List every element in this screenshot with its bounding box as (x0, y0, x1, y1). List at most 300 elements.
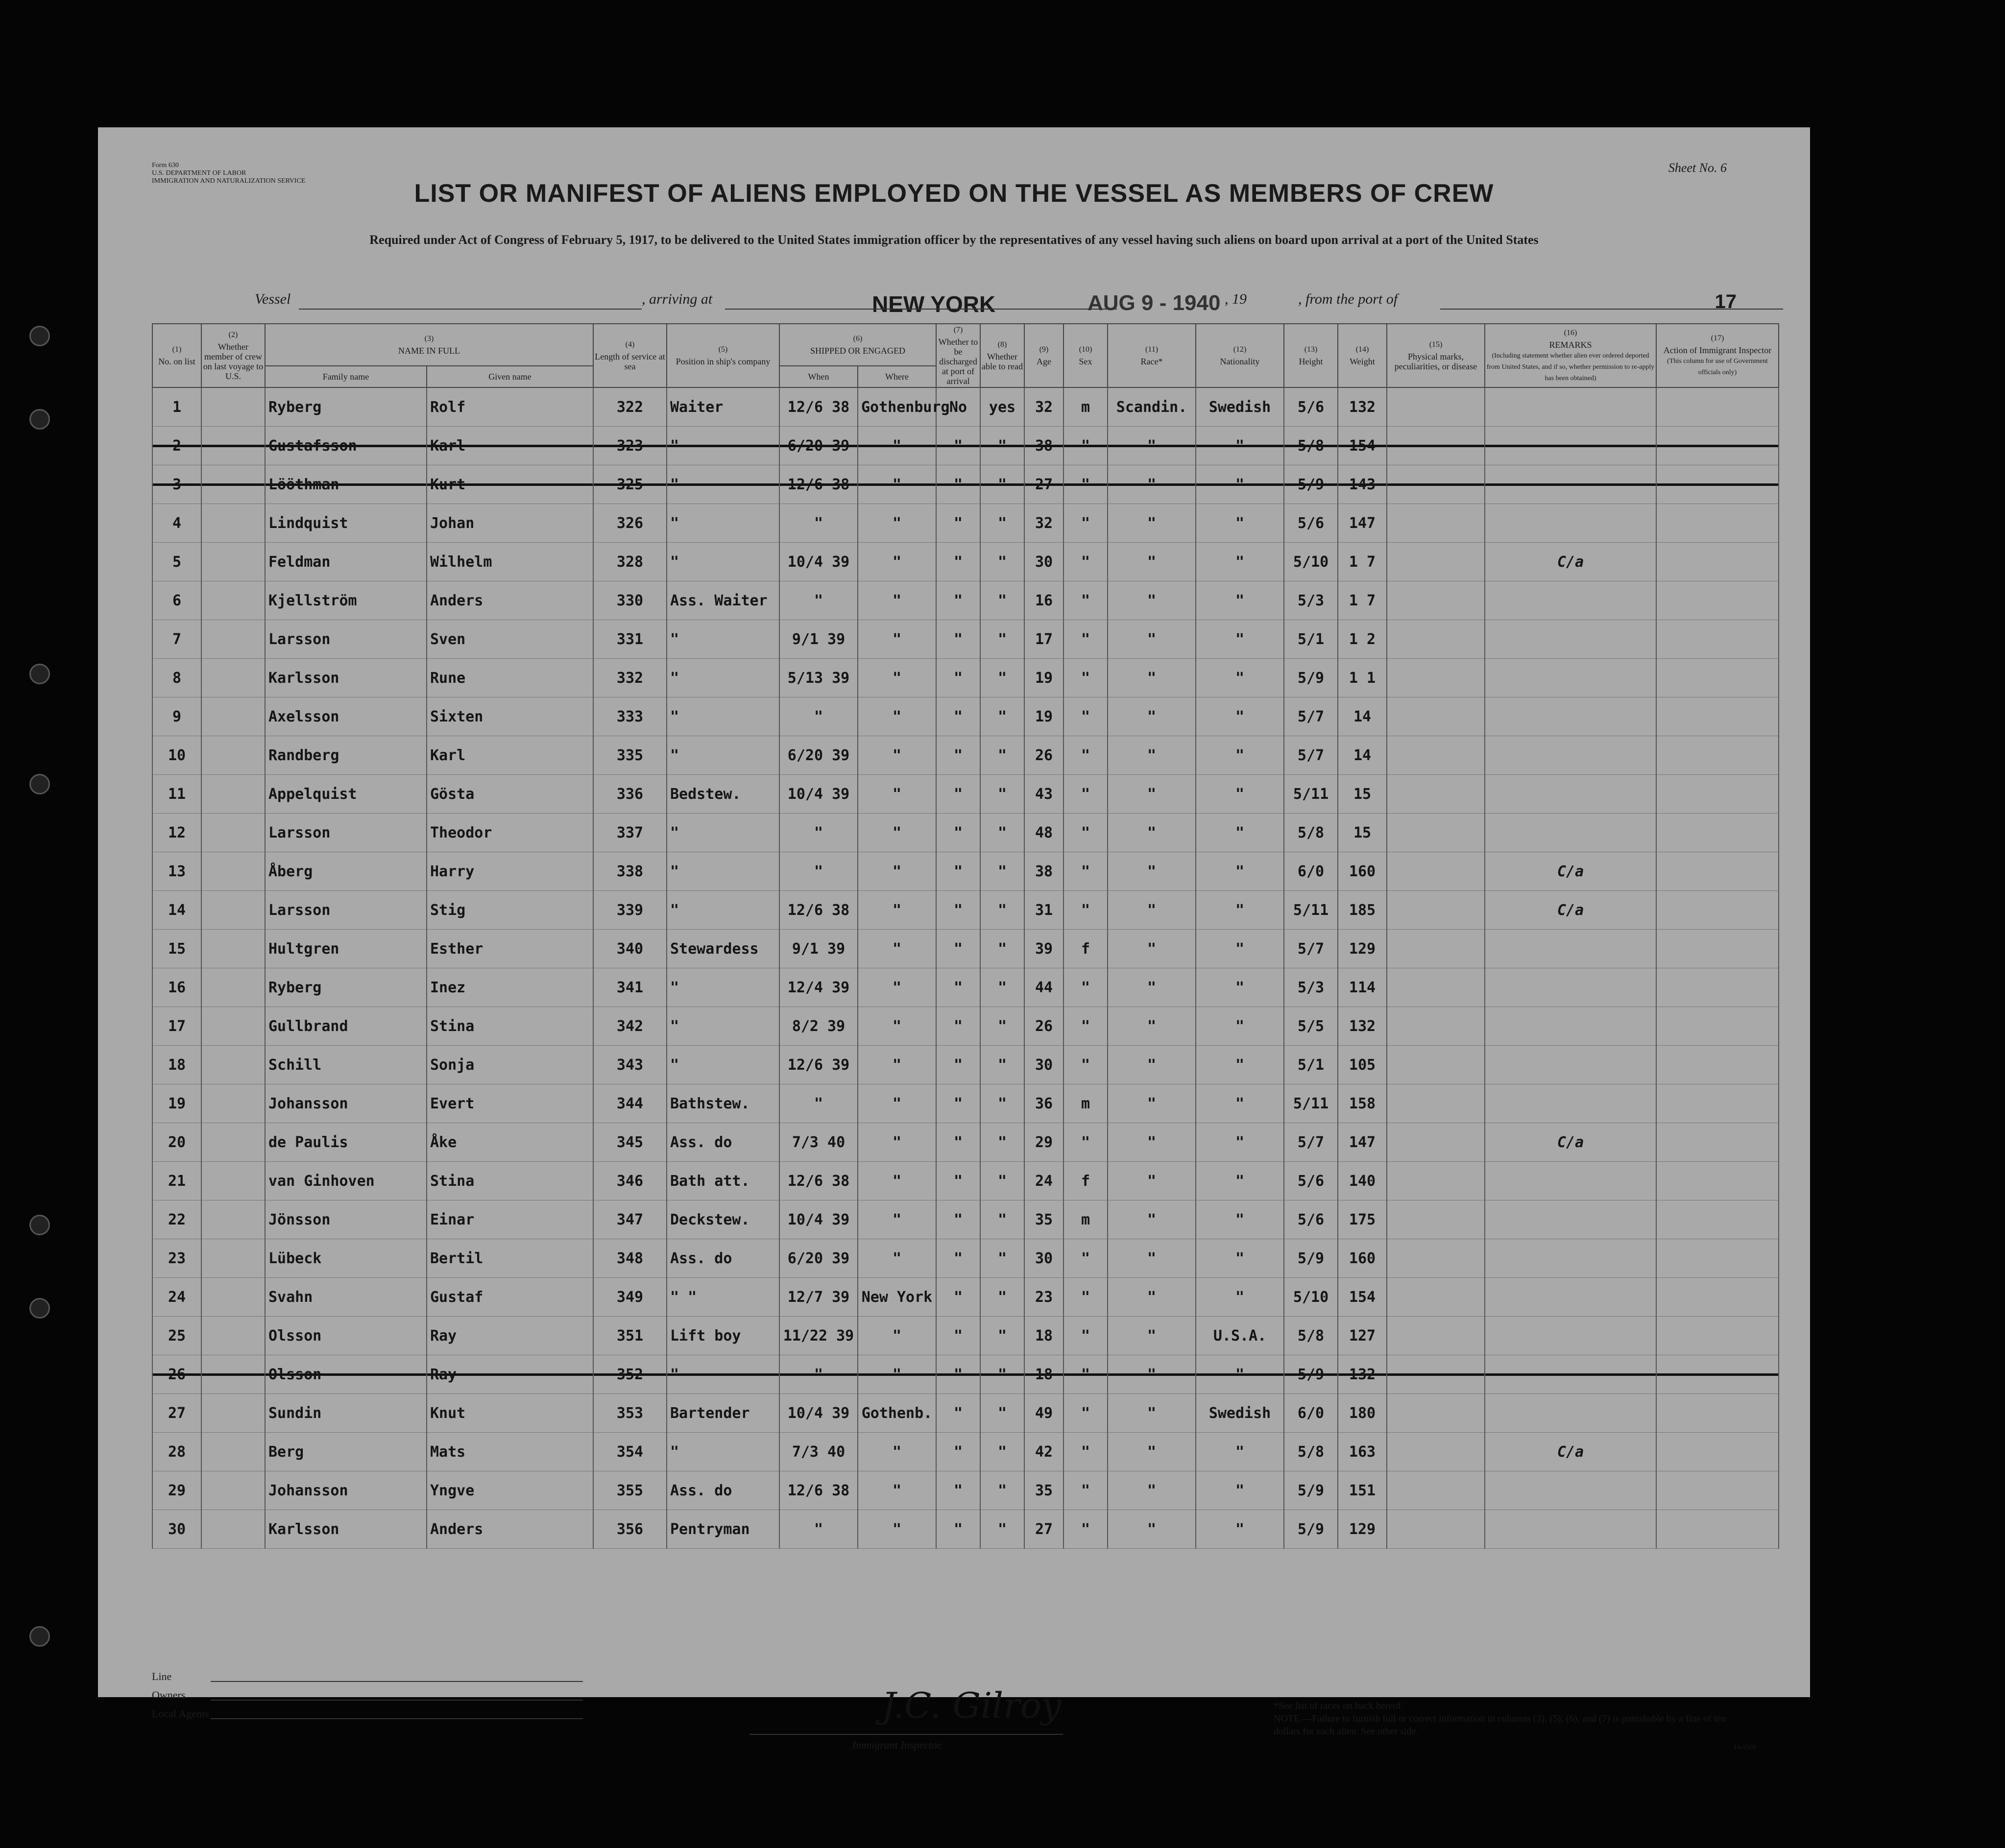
position: Bartender (667, 1394, 779, 1433)
row-number: 8 (152, 659, 201, 697)
table-row (152, 387, 1779, 427)
height: 5/11 (1284, 891, 1338, 930)
sheet-number (1668, 161, 1727, 175)
service-length: 322 (593, 387, 667, 427)
discharged: " (936, 659, 980, 697)
weight: 143 (1338, 465, 1387, 504)
last-voyage-cell (201, 968, 265, 1007)
position: Lift boy (667, 1317, 779, 1355)
weight: 163 (1338, 1433, 1387, 1471)
age: 38 (1024, 852, 1063, 891)
height: 5/9 (1284, 1239, 1338, 1278)
family-name: Karlsson (265, 1510, 427, 1549)
table-row (152, 1510, 1779, 1549)
inspector-signature: J.C. Gilroy (882, 1685, 1062, 1726)
height: 5/7 (1284, 736, 1338, 775)
discharged: " (936, 930, 980, 968)
sex: " (1063, 1123, 1108, 1162)
remarks (1485, 697, 1656, 736)
remarks (1485, 775, 1656, 814)
discharged: " (936, 1471, 980, 1510)
discharged: " (936, 1123, 980, 1162)
race: " (1108, 620, 1196, 659)
row-number: 29 (152, 1471, 201, 1510)
shipped-where: " (858, 852, 936, 891)
last-voyage-cell (201, 1162, 265, 1200)
table-row (152, 1278, 1779, 1317)
shipped-where: " (858, 1433, 936, 1471)
shipped-when: 10/4 39 (779, 1394, 858, 1433)
inspector-action-cell (1656, 968, 1779, 1007)
position: " (667, 968, 779, 1007)
service-length: 331 (593, 620, 667, 659)
physical-marks-cell (1387, 968, 1485, 1007)
weight: 15 (1338, 814, 1387, 852)
height: 5/10 (1284, 543, 1338, 581)
family-name: Svahn (265, 1278, 427, 1317)
inspector-action-cell (1656, 1084, 1779, 1123)
weight: 154 (1338, 1278, 1387, 1317)
nationality: " (1196, 504, 1284, 543)
given-name: Rolf (427, 387, 593, 427)
remarks (1485, 581, 1656, 620)
discharged: No (936, 387, 980, 427)
family-name: Johansson (265, 1084, 427, 1123)
weight: 132 (1338, 387, 1387, 427)
position: Ass. Waiter (667, 581, 779, 620)
height: 5/6 (1284, 387, 1338, 427)
col-remarks: (16) REMARKS (Including statement whether alien ever ordered deported from United States, and if so, whether permission to re-apply has been obtained) (1485, 324, 1656, 387)
inspector-action-cell (1656, 1046, 1779, 1084)
physical-marks-cell (1387, 581, 1485, 620)
able-to-read: " (980, 1278, 1024, 1317)
inspector-action-cell (1656, 1123, 1779, 1162)
department: U.S. DEPARTMENT OF LABOR (152, 169, 246, 177)
remarks: C/a (1485, 543, 1656, 581)
last-voyage-cell (201, 1510, 265, 1549)
remarks (1485, 1510, 1656, 1549)
able-to-read: " (980, 1239, 1024, 1278)
physical-marks-cell (1387, 387, 1485, 427)
col-where: Where (858, 366, 936, 387)
service-length: 323 (593, 427, 667, 465)
remarks: C/a (1485, 1433, 1656, 1471)
table-row (152, 775, 1779, 814)
manifest-sheet (98, 127, 1810, 1751)
physical-marks-cell (1387, 1510, 1485, 1549)
family-name: Gullbrand (265, 1007, 427, 1046)
height: 5/9 (1284, 1471, 1338, 1510)
shipped-where: " (858, 543, 936, 581)
table-row (152, 427, 1779, 465)
table-row (152, 1007, 1779, 1046)
weight: 127 (1338, 1317, 1387, 1355)
footer-owners-field: Owners (152, 1689, 209, 1707)
last-voyage-cell (201, 581, 265, 620)
position: " (667, 891, 779, 930)
inspector-action-cell (1656, 543, 1779, 581)
table-row (152, 930, 1779, 968)
able-to-read: " (980, 543, 1024, 581)
weight: 1 7 (1338, 581, 1387, 620)
discharged: " (936, 1317, 980, 1355)
row-number: 26 (152, 1355, 201, 1394)
shipped-when: 6/20 39 (779, 1239, 858, 1278)
race: " (1108, 968, 1196, 1007)
shipped-where: " (858, 1239, 936, 1278)
able-to-read: yes (980, 387, 1024, 427)
sex: " (1063, 968, 1108, 1007)
binder-hole (29, 774, 50, 794)
discharged: " (936, 581, 980, 620)
sex: m (1063, 1084, 1108, 1123)
remarks (1485, 659, 1656, 697)
height: 5/7 (1284, 930, 1338, 968)
position: " (667, 814, 779, 852)
row-number: 23 (152, 1239, 201, 1278)
inspector-action-cell (1656, 1200, 1779, 1239)
position: Bedstew. (667, 775, 779, 814)
row-number: 28 (152, 1433, 201, 1471)
height: 5/1 (1284, 620, 1338, 659)
shipped-where: New York (858, 1278, 936, 1317)
height: 5/3 (1284, 581, 1338, 620)
family-name: Lübeck (265, 1239, 427, 1278)
shipped-when: " (779, 852, 858, 891)
row-number: 6 (152, 581, 201, 620)
shipped-when: 10/4 39 (779, 1200, 858, 1239)
nationality: " (1196, 814, 1284, 852)
service-length: 355 (593, 1471, 667, 1510)
position: Bath att. (667, 1162, 779, 1200)
family-name: Åberg (265, 852, 427, 891)
nationality: " (1196, 1433, 1284, 1471)
position: " (667, 427, 779, 465)
shipped-when: " (779, 504, 858, 543)
table-row (152, 697, 1779, 736)
nationality: " (1196, 1510, 1284, 1549)
height: 5/8 (1284, 1433, 1338, 1471)
header-row-1 (152, 324, 1779, 366)
given-name: Johan (427, 504, 593, 543)
remarks (1485, 1007, 1656, 1046)
able-to-read: " (980, 736, 1024, 775)
shipped-where: " (858, 930, 936, 968)
sex: " (1063, 891, 1108, 930)
inspector-action-cell (1656, 1278, 1779, 1317)
height: 6/0 (1284, 852, 1338, 891)
given-name: Wilhelm (427, 543, 593, 581)
position: Bathstew. (667, 1084, 779, 1123)
row-number: 15 (152, 930, 201, 968)
nationality: " (1196, 1355, 1284, 1394)
physical-marks-cell (1387, 543, 1485, 581)
position: " (667, 504, 779, 543)
family-name: Appelquist (265, 775, 427, 814)
family-name: Feldman (265, 543, 427, 581)
given-name: Stina (427, 1007, 593, 1046)
age: 18 (1024, 1317, 1063, 1355)
physical-marks-cell (1387, 891, 1485, 930)
last-voyage-cell (201, 543, 265, 581)
discharged: " (936, 1278, 980, 1317)
given-name: Gösta (427, 775, 593, 814)
height: 5/9 (1284, 465, 1338, 504)
table-row (152, 852, 1779, 891)
vessel-label: Vessel (255, 291, 291, 307)
shipped-where: " (858, 465, 936, 504)
discharged: " (936, 465, 980, 504)
race: Scandin. (1108, 387, 1196, 427)
given-name: Evert (427, 1084, 593, 1123)
remarks (1485, 814, 1656, 852)
inspector-action-cell (1656, 736, 1779, 775)
row-number: 25 (152, 1317, 201, 1355)
weight: 154 (1338, 427, 1387, 465)
race: " (1108, 427, 1196, 465)
shipped-where: " (858, 427, 936, 465)
weight: 1 1 (1338, 659, 1387, 697)
physical-marks-cell (1387, 814, 1485, 852)
family-name: Olsson (265, 1355, 427, 1394)
shipped-where: Gothenb. (858, 1394, 936, 1433)
service-length: 354 (593, 1433, 667, 1471)
remarks (1485, 427, 1656, 465)
last-voyage-cell (201, 1278, 265, 1317)
nationality: Swedish (1196, 387, 1284, 427)
discharged: " (936, 1046, 980, 1084)
height: 5/6 (1284, 1200, 1338, 1239)
family-name: de Paulis (265, 1123, 427, 1162)
physical-marks-cell (1387, 659, 1485, 697)
age: 26 (1024, 736, 1063, 775)
shipped-when: " (779, 697, 858, 736)
table-row (152, 891, 1779, 930)
given-name: Einar (427, 1200, 593, 1239)
sex: m (1063, 1200, 1108, 1239)
weight: 185 (1338, 891, 1387, 930)
col-name-in-full: (3) NAME IN FULL (265, 324, 593, 366)
able-to-read: " (980, 1317, 1024, 1355)
family-name: Larsson (265, 891, 427, 930)
position: " (667, 465, 779, 504)
nationality: U.S.A. (1196, 1317, 1284, 1355)
table-row (152, 1046, 1779, 1084)
vessel-line (255, 284, 1737, 317)
physical-marks-cell (1387, 736, 1485, 775)
family-name: Jönsson (265, 1200, 427, 1239)
given-name: Mats (427, 1433, 593, 1471)
physical-marks-cell (1387, 1200, 1485, 1239)
service-length: 346 (593, 1162, 667, 1200)
age: 32 (1024, 387, 1063, 427)
position: " (667, 1046, 779, 1084)
col-given-name: Given name (427, 366, 593, 387)
nationality: " (1196, 1162, 1284, 1200)
given-name: Bertil (427, 1239, 593, 1278)
family-name: Hultgren (265, 930, 427, 968)
inspector-action-cell (1656, 659, 1779, 697)
discharged: " (936, 543, 980, 581)
binder-hole (29, 664, 50, 684)
age: 38 (1024, 427, 1063, 465)
weight: 105 (1338, 1046, 1387, 1084)
col-position: (5) Position in ship's company (667, 324, 779, 387)
age: 48 (1024, 814, 1063, 852)
row-number: 19 (152, 1084, 201, 1123)
race: " (1108, 1239, 1196, 1278)
remarks (1485, 1317, 1656, 1355)
last-voyage-cell (201, 1433, 265, 1471)
age: 49 (1024, 1394, 1063, 1433)
weight: 132 (1338, 1355, 1387, 1394)
shipped-where: Gothenburg (858, 387, 936, 427)
given-name: Sonja (427, 1046, 593, 1084)
remarks (1485, 1394, 1656, 1433)
weight: 160 (1338, 852, 1387, 891)
sex: " (1063, 736, 1108, 775)
race: " (1108, 1355, 1196, 1394)
discharged: " (936, 427, 980, 465)
able-to-read: " (980, 1200, 1024, 1239)
last-voyage-cell (201, 1007, 265, 1046)
age: 32 (1024, 504, 1063, 543)
table-row (152, 465, 1779, 504)
age: 29 (1024, 1123, 1063, 1162)
given-name: Rune (427, 659, 593, 697)
service-length: 347 (593, 1200, 667, 1239)
row-number: 18 (152, 1046, 201, 1084)
service-length: 356 (593, 1510, 667, 1549)
nationality: " (1196, 930, 1284, 968)
able-to-read: " (980, 659, 1024, 697)
discharged: " (936, 1084, 980, 1123)
shipped-when: 12/6 38 (779, 1471, 858, 1510)
shipped-when: " (779, 1084, 858, 1123)
binder-hole (29, 326, 50, 346)
family-name: Olsson (265, 1317, 427, 1355)
shipped-where: " (858, 504, 936, 543)
discharged: " (936, 891, 980, 930)
col-family-name: Family name (265, 366, 427, 387)
col-physical-marks: (15) Physical marks, peculiarities, or disease (1387, 324, 1485, 387)
race: " (1108, 1278, 1196, 1317)
service-length: 336 (593, 775, 667, 814)
race: " (1108, 891, 1196, 930)
shipped-when: 6/20 39 (779, 736, 858, 775)
shipped-when: 12/7 39 (779, 1278, 858, 1317)
row-number: 20 (152, 1123, 201, 1162)
race: " (1108, 1200, 1196, 1239)
sex: " (1063, 465, 1108, 504)
able-to-read: " (980, 1394, 1024, 1433)
shipped-when: 12/6 38 (779, 387, 858, 427)
col-last-voyage: (2) Whether member of crew on last voyage to U.S. (201, 324, 265, 387)
position: " (667, 736, 779, 775)
shipped-when: 12/4 39 (779, 968, 858, 1007)
able-to-read: " (980, 775, 1024, 814)
inspector-action-cell (1656, 814, 1779, 852)
discharged: " (936, 736, 980, 775)
race: " (1108, 697, 1196, 736)
shipped-where: " (858, 1162, 936, 1200)
shipped-when: 10/4 39 (779, 775, 858, 814)
discharged: " (936, 1239, 980, 1278)
table-row (152, 543, 1779, 581)
given-name: Harry (427, 852, 593, 891)
race: " (1108, 1317, 1196, 1355)
table-row (152, 1200, 1779, 1239)
family-name: Lööthman (265, 465, 427, 504)
remarks (1485, 1239, 1656, 1278)
race: " (1108, 1433, 1196, 1471)
position: " (667, 659, 779, 697)
nationality: " (1196, 427, 1284, 465)
race: " (1108, 543, 1196, 581)
date-stamp: AUG 9 - 1940 (1087, 291, 1221, 315)
height: 5/9 (1284, 659, 1338, 697)
shipped-where: " (858, 1046, 936, 1084)
table-row (152, 1471, 1779, 1510)
remarks (1485, 465, 1656, 504)
service-length: 333 (593, 697, 667, 736)
service-length: 342 (593, 1007, 667, 1046)
position: Ass. do (667, 1123, 779, 1162)
discharged: " (936, 775, 980, 814)
position: " (667, 620, 779, 659)
inspector-action-cell (1656, 427, 1779, 465)
able-to-read: " (980, 1471, 1024, 1510)
family-name: Randberg (265, 736, 427, 775)
race: " (1108, 814, 1196, 852)
remarks (1485, 930, 1656, 968)
physical-marks-cell (1387, 620, 1485, 659)
remarks: C/a (1485, 1123, 1656, 1162)
inspector-action-cell (1656, 1317, 1779, 1355)
last-voyage-cell (201, 1046, 265, 1084)
table-row (152, 1162, 1779, 1200)
sex: f (1063, 930, 1108, 968)
shipped-where: " (858, 620, 936, 659)
discharged: " (936, 1355, 980, 1394)
able-to-read: " (980, 504, 1024, 543)
shipped-when: " (779, 1355, 858, 1394)
shipped-where: " (858, 775, 936, 814)
shipped-when: 8/2 39 (779, 1007, 858, 1046)
position: Stewardess (667, 930, 779, 968)
row-number: 3 (152, 465, 201, 504)
table-row (152, 504, 1779, 543)
service-length: 340 (593, 930, 667, 968)
sex: " (1063, 620, 1108, 659)
nationality: " (1196, 891, 1284, 930)
nationality: " (1196, 968, 1284, 1007)
physical-marks-cell (1387, 1162, 1485, 1200)
nationality: " (1196, 1239, 1284, 1278)
shipped-when: 9/1 39 (779, 930, 858, 968)
nationality: " (1196, 1084, 1284, 1123)
nationality: " (1196, 1046, 1284, 1084)
able-to-read: " (980, 620, 1024, 659)
able-to-read: " (980, 1162, 1024, 1200)
remarks (1485, 1084, 1656, 1123)
able-to-read: " (980, 814, 1024, 852)
age: 16 (1024, 581, 1063, 620)
last-voyage-cell (201, 1471, 265, 1510)
footer-notes (1274, 1700, 1739, 1738)
discharged: " (936, 1200, 980, 1239)
able-to-read: " (980, 968, 1024, 1007)
